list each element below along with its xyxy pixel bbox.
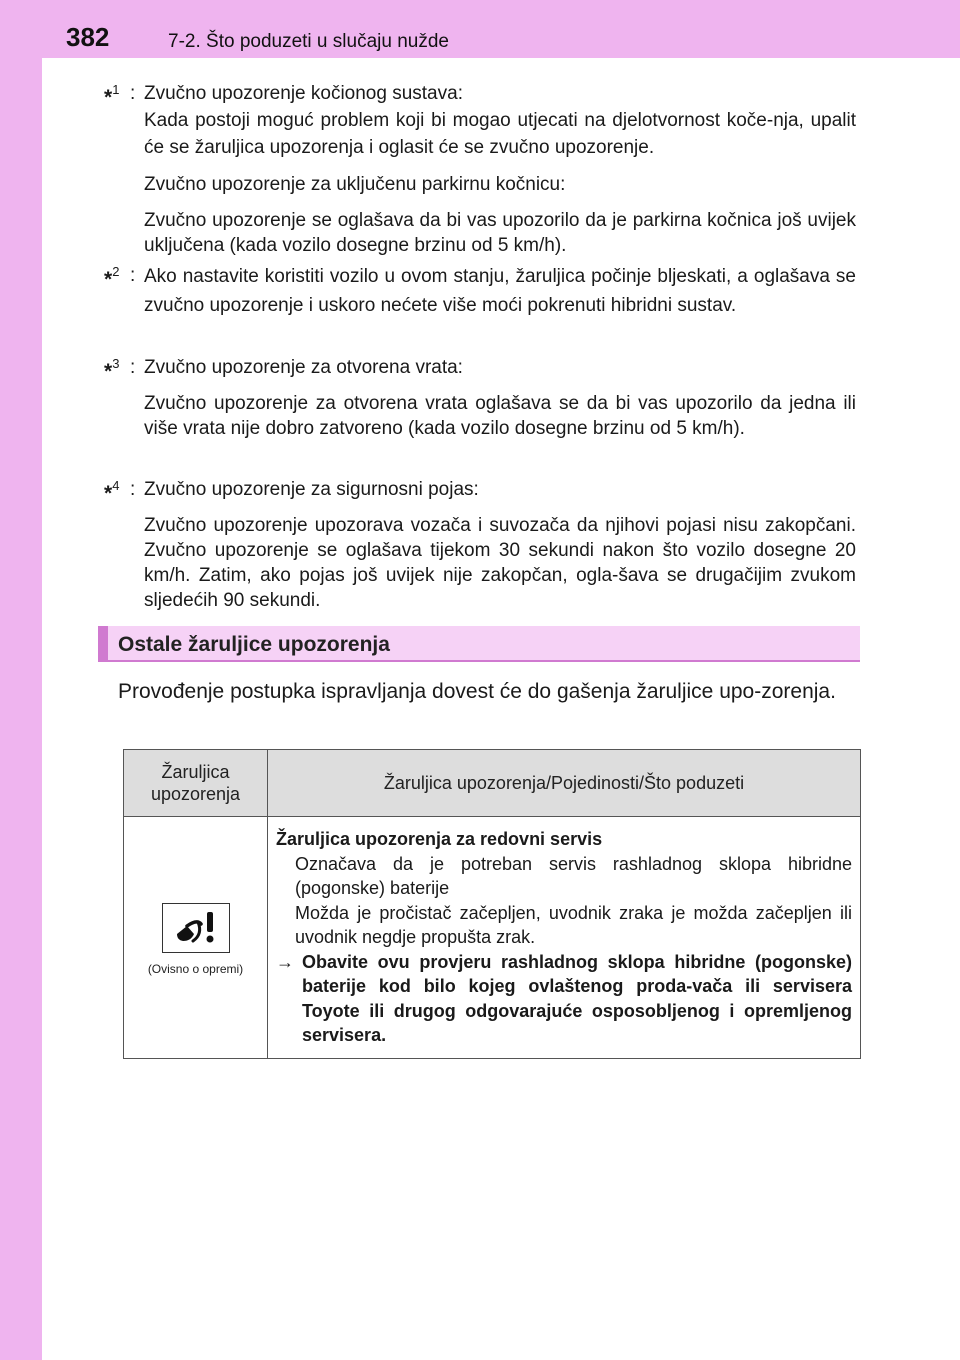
warning-description-cell: [268, 817, 861, 1059]
warning-light-table: [123, 749, 861, 1059]
warning-action: → Obavite ovu provjeru rashladnog sklopa hibridne (pogonske) baterije kod bilo kojeg ovlaštenog proda-vača ili servisera Toyote ili drugog odgovarajuće osposobljenog i opremljenog servisera.: [276, 951, 852, 1045]
table-row: [124, 817, 861, 1059]
footnote-marker: *$^1$: [104, 82, 120, 109]
section-intro: Provođenje postupka ispravljanja dovest će do gašenja žaruljice upo-zorenja.: [118, 680, 836, 703]
footnote-subheading: Zvučno upozorenje za uključenu parkirnu kočnicu:: [144, 174, 566, 195]
chapter-title: 7-2. Što poduzeti u slučaju nužde: [168, 31, 449, 52]
footnote-3: *$^3$ : Zvučno upozorenje za otvorena vrata: Zvučno upozorenje za otvorena vrata oglašava se da bi vas upozorilo da jedna ili više vrata nije dobro zatvoreno (kada vozilo dosegne brzinu od 5 km/h).: [104, 354, 856, 441]
table-header-details: Žaruljica upozorenja/Pojedinosti/Što poduzeti: [268, 750, 861, 817]
side-color-band: [0, 0, 42, 1360]
warning-detail: Označava da je potreban servis rashladnog sklopa hibridne (pogonske) baterije: [295, 853, 852, 898]
availability-note: (Ovisno o opremi): [147, 961, 244, 976]
table-header-row: [124, 750, 861, 817]
warning-detail: Možda je pročistač začepljen, uvodnik zraka je možda začepljen ili uvodnik negdje propušta zrak.: [295, 902, 852, 947]
footnote-text: Ako nastavite koristiti vozilo u ovom stanju, žaruljica počinje bljeskati, a oglašava se zvučno upozorenje i uskoro nećete više moći pokrenuti hibridni sustav.: [144, 266, 856, 316]
table-header-light: Žaruljica upozorenja: [124, 750, 268, 817]
arrow-icon: →: [276, 951, 294, 972]
warning-icon-cell: [124, 817, 268, 1059]
footnote-marker: *$^2$: [104, 264, 120, 291]
footnote-subheading: Zvučno upozorenje za otvorena vrata:: [144, 357, 463, 378]
footnote-text: Zvučno upozorenje upozorava vozača i suvozača da njihovi pojasi nisu zakopčani. Zvučno upozorenje se oglašava tijekom 30 sekundi nakon što vozilo dosegne 20 km/h. Zatim, ako pojas još uvijek nije zakopčan, ogla-šava se drugačijim zvukom sljedećih 90 sekundi.: [144, 515, 856, 611]
footnote-text: Zvučno upozorenje kočionog sustava:: [144, 83, 463, 104]
footnote-1: *$^1$ : Zvučno upozorenje kočionog sustava: Kada postoji moguć problem koji bi mogao utjecati na djelotvornost koče-nja, upalit će se žaruljica upozorenja i oglasit će se zvučno upozorenje. Zvučno upozorenje za uključenu parkirnu kočnicu: Zvučno upozorenje se oglašava da bi vas upozorilo da je parkirna kočnica još uvijek uključena (kada vozilo dosegne brzinu od 5 km/h).: [104, 80, 856, 258]
section-heading: Ostale žaruljice upozorenja: [98, 626, 860, 662]
footnote-marker: *$^3$: [104, 356, 120, 383]
footnote-text: Zvučno upozorenje za otvorena vrata oglašava se da bi vas upozorilo da jedna ili više vrata nije dobro zatvoreno (kada vozilo dosegne brzinu od 5 km/h).: [144, 393, 856, 439]
footnote-marker: *$^4$: [104, 478, 120, 505]
hybrid-battery-cooling-warning-icon: [162, 903, 230, 953]
footnote-subheading: Zvučno upozorenje za sigurnosni pojas:: [144, 479, 479, 500]
footnote-2: *$^2$ : Ako nastavite koristiti vozilo u ovom stanju, žaruljica počinje bljeskati, a oglašava se zvučno upozorenje i uskoro nećete više moći pokrenuti hibridni sustav.: [104, 262, 856, 320]
warning-title: Žaruljica upozorenja za redovni servis: [276, 829, 603, 849]
footnote-4: *$^4$ : Zvučno upozorenje za sigurnosni pojas: Zvučno upozorenje upozorava vozača i suvozača da njihovi pojasi nisu zakopčani. Zvučno upozorenje se oglašava tijekom 30 sekundi nakon što vozilo dosegne 20 km/h. Zatim, ako pojas još uvijek nije zakopčan, ogla-šava se drugačijim zvukom sljedećih 90 sekundi.: [104, 476, 856, 613]
page-number: 382: [66, 22, 110, 52]
footnote-text: Kada postoji moguć problem koji bi mogao utjecati na djelotvornost koče-nja, upalit će se žaruljica upozorenja i oglasit će se zvučno upozorenje.: [144, 110, 856, 158]
footnote-text: Zvučno upozorenje se oglašava da bi vas upozorilo da je parkirna kočnica još uvijek uključena (kada vozilo dosegne brzinu od 5 km/h).: [144, 210, 856, 256]
